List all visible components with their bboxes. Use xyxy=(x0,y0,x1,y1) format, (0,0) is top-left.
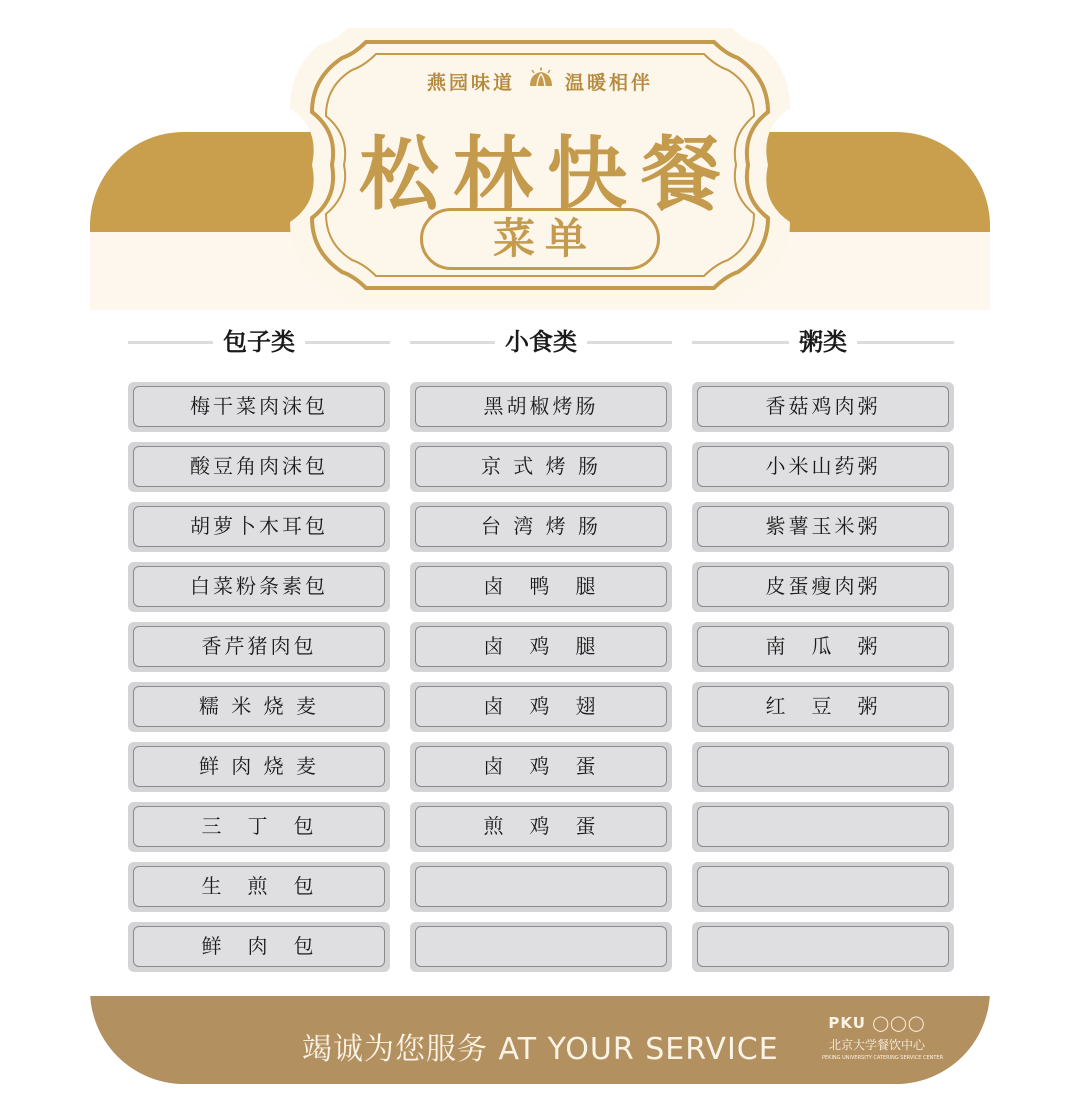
heading-text: 小食类 xyxy=(495,324,587,360)
menu-item xyxy=(410,382,672,432)
menu-item-label: 卤 鸡 腿 xyxy=(415,626,667,667)
menu-item xyxy=(692,442,954,492)
logo-mark: PKU ◯◯◯ xyxy=(828,1014,926,1032)
menu-item xyxy=(128,682,390,732)
menu-item xyxy=(128,382,390,432)
menu-item-empty xyxy=(692,802,954,852)
menu-item xyxy=(410,562,672,612)
steamed-bun-icon xyxy=(528,66,554,90)
menu-item xyxy=(128,562,390,612)
pku-catering-logo xyxy=(822,1014,944,1061)
heading-text: 粥类 xyxy=(789,324,857,360)
menu-item xyxy=(692,562,954,612)
menu-item-label: 皮蛋瘦肉粥 xyxy=(697,566,949,607)
column-snacks xyxy=(410,324,672,982)
menu-item-label: 卤 鸡 蛋 xyxy=(415,746,667,787)
menu-item xyxy=(410,622,672,672)
menu-item-label: 香菇鸡肉粥 xyxy=(697,386,949,427)
column-buns xyxy=(128,324,390,982)
menu-item xyxy=(692,682,954,732)
menu-item-label xyxy=(415,926,667,967)
menu-item-label: 南 瓜 粥 xyxy=(697,626,949,667)
menu-item-label: 梅干菜肉沫包 xyxy=(133,386,385,427)
menu-item-empty xyxy=(410,922,672,972)
menu-item-label: 红 豆 粥 xyxy=(697,686,949,727)
menu-item-label xyxy=(697,926,949,967)
menu-item xyxy=(410,742,672,792)
menu-item-label: 三 丁 包 xyxy=(133,806,385,847)
heading-text: 包子类 xyxy=(213,324,305,360)
subtitle-left: 燕园味道 xyxy=(426,72,515,94)
menu-item-label xyxy=(697,866,949,907)
menu-item-label: 紫薯玉米粥 xyxy=(697,506,949,547)
menu-item xyxy=(128,922,390,972)
menu-item xyxy=(128,742,390,792)
menu-item-label: 鲜 肉 烧 麦 xyxy=(133,746,385,787)
menu-label: 菜单 xyxy=(420,208,660,270)
menu-item xyxy=(128,802,390,852)
menu-item xyxy=(692,622,954,672)
menu-item xyxy=(692,502,954,552)
column-heading xyxy=(410,324,672,362)
menu-item-label: 卤 鸭 腿 xyxy=(415,566,667,607)
item-list xyxy=(692,382,954,972)
menu-item-label: 酸豆角肉沫包 xyxy=(133,446,385,487)
footer-band xyxy=(90,996,990,1084)
menu-item-label: 京 式 烤 肠 xyxy=(415,446,667,487)
menu-item-label xyxy=(697,746,949,787)
menu-item-label xyxy=(415,866,667,907)
menu-item-label: 香芹猪肉包 xyxy=(133,626,385,667)
menu-item xyxy=(128,862,390,912)
menu-item-empty xyxy=(692,862,954,912)
menu-item-label: 小米山药粥 xyxy=(697,446,949,487)
item-list xyxy=(128,382,390,972)
menu-item-label: 卤 鸡 翅 xyxy=(415,686,667,727)
column-heading xyxy=(128,324,390,362)
subtitle-right: 温暖相伴 xyxy=(565,72,654,94)
menu-item-label: 胡萝卜木耳包 xyxy=(133,506,385,547)
menu-item-empty xyxy=(410,862,672,912)
header-badge xyxy=(290,28,790,302)
menu-item-label: 台 湾 烤 肠 xyxy=(415,506,667,547)
column-heading xyxy=(692,324,954,362)
menu-item xyxy=(128,442,390,492)
menu-item-label: 黑胡椒烤肠 xyxy=(415,386,667,427)
menu-item xyxy=(410,802,672,852)
menu-item-label: 生 煎 包 xyxy=(133,866,385,907)
logo-english-name: PEKING UNIVERSITY CATERING SERVICE CENTER xyxy=(822,1055,944,1061)
menu-item-empty xyxy=(692,922,954,972)
menu-item-label: 糯 米 烧 麦 xyxy=(133,686,385,727)
menu-item-label: 鲜 肉 包 xyxy=(133,926,385,967)
menu-item-label: 煎 鸡 蛋 xyxy=(415,806,667,847)
menu-item xyxy=(128,502,390,552)
menu-item xyxy=(410,442,672,492)
menu-item xyxy=(128,622,390,672)
menu-item-label xyxy=(697,806,949,847)
logo-chinese-name: 北京大学餐饮中心 xyxy=(828,1038,925,1052)
menu-item-label: 白菜粉条素包 xyxy=(133,566,385,607)
menu-item xyxy=(410,682,672,732)
item-list xyxy=(410,382,672,972)
restaurant-title: 松林快餐 xyxy=(359,127,735,221)
footer-slogan: 竭诚为您服务 AT YOUR SERVICE xyxy=(302,1032,779,1067)
menu-item-empty xyxy=(692,742,954,792)
column-porridge xyxy=(692,324,954,982)
menu-item xyxy=(410,502,672,552)
menu-item xyxy=(692,382,954,432)
